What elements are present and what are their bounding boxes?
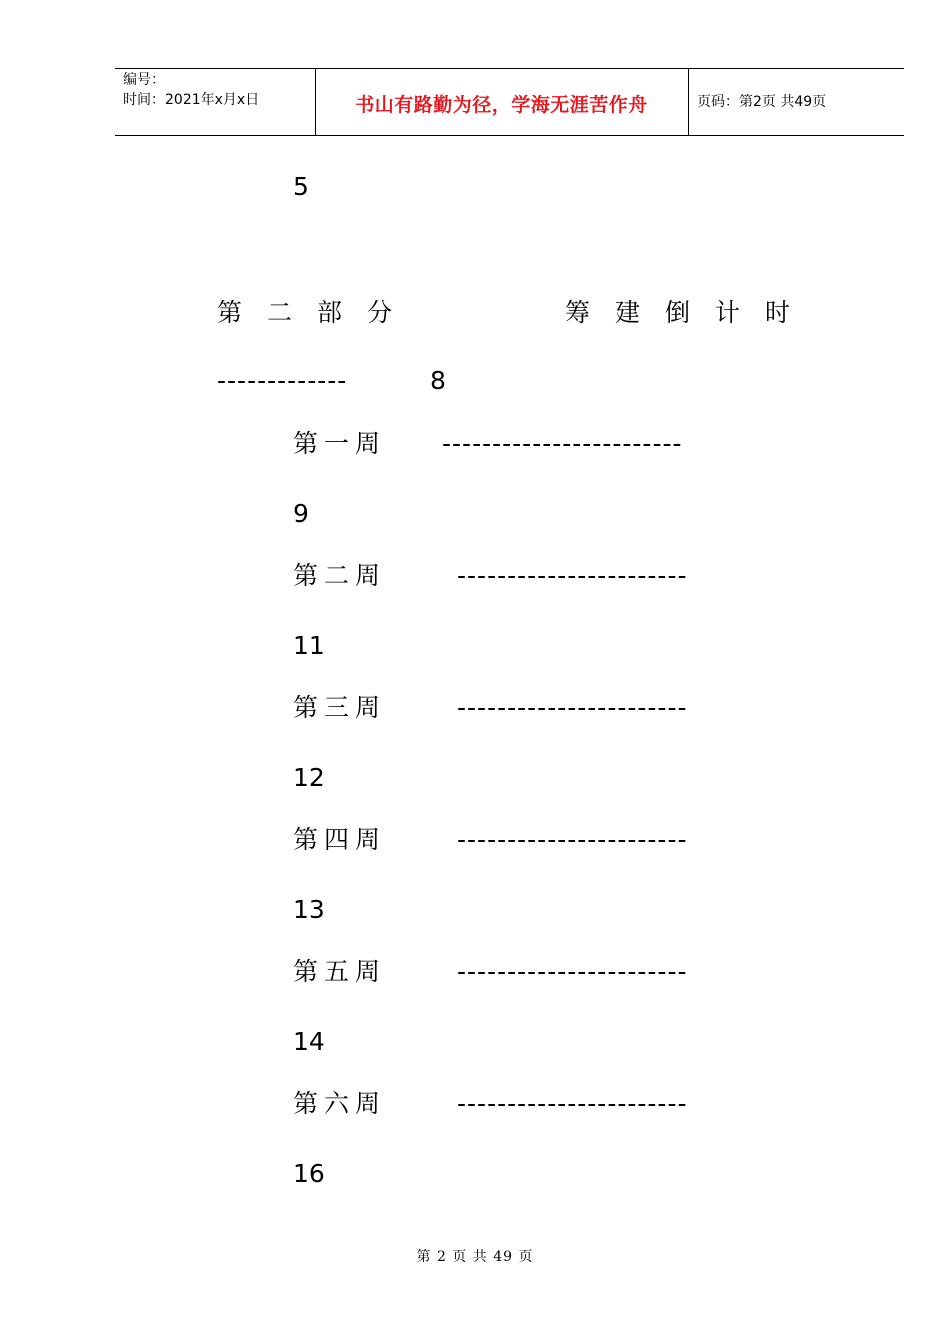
toc-week-leader: ----------------------- [457, 825, 688, 854]
header-page-info: 页码：第2页 共49页 [697, 94, 827, 110]
toc-week-label: 第一周 [293, 429, 387, 458]
toc-week-leader: ----------------------- [457, 561, 688, 590]
toc-week-label: 第五周 [293, 957, 387, 986]
toc-week-label: 第二周 [293, 561, 387, 590]
part2-page-number: 8 [430, 366, 446, 395]
toc-week-page: 11 [293, 631, 325, 660]
toc-week-label: 第六周 [293, 1089, 387, 1118]
header-meta [123, 70, 259, 110]
header-number-label: 编号： [123, 72, 165, 88]
toc-week-leader: ----------------------- [457, 1089, 688, 1118]
toc-week-page: 13 [293, 895, 325, 924]
header-top-rule [115, 68, 904, 69]
toc-week-leader: ----------------------- [457, 957, 688, 986]
header-date: 时间：2021年x月x日 [123, 92, 260, 108]
toc-week-label: 第四周 [293, 825, 387, 854]
header-divider-right [688, 68, 689, 136]
part2-leader: ------------- [217, 366, 348, 395]
toc-week-leader: ------------------------ [442, 429, 683, 458]
toc-week-page: 9 [293, 499, 309, 528]
toc-week-leader: ----------------------- [457, 693, 688, 722]
toc-week-label: 第三周 [293, 693, 387, 722]
part2-subtitle: 筹建倒计时 [565, 298, 816, 327]
page-footer: 第 2 页 共 49 页 [416, 1249, 534, 1265]
toc-page-number: 5 [293, 172, 309, 201]
part2-title: 第二部分 [217, 298, 418, 327]
header-motto: 书山有路勤为径，学海无涯苦作舟 [355, 94, 648, 116]
toc-week-page: 12 [293, 763, 325, 792]
toc-week-page: 16 [293, 1159, 325, 1188]
header-bottom-rule [115, 135, 904, 136]
toc-week-page: 14 [293, 1027, 325, 1056]
